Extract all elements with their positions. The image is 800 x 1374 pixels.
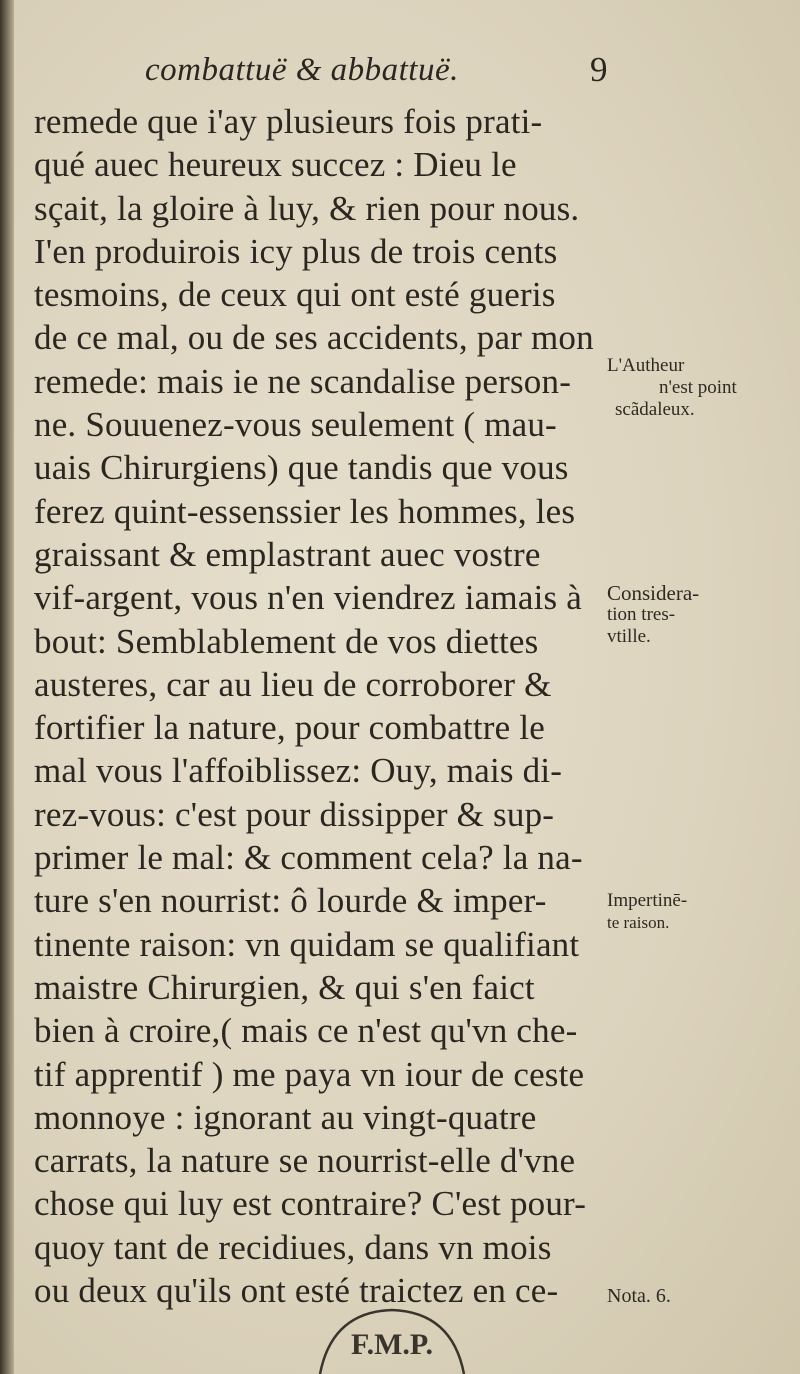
running-title: combattuë & abbattuë.: [145, 52, 459, 88]
margin-note-line: n'est point: [659, 377, 737, 398]
stamp-text: F.M.P.: [351, 1328, 433, 1361]
text-line: remede que i'ay plusieurs fois prati-: [34, 102, 543, 141]
body-text: [34, 100, 609, 1312]
margin-note-line: te raison.: [607, 913, 670, 932]
text-line: chose qui luy est contraire? C'est pour-: [34, 1184, 587, 1224]
margin-note: [607, 890, 687, 934]
text-line: ture s'en nourrist: ô lourde & imper-: [34, 881, 547, 921]
text-line: bien à croire,( mais ce n'est qu'vn che-: [34, 1011, 578, 1051]
margin-note-line: tion tres-: [607, 604, 676, 625]
text-line: primer le mal: & comment cela? la na-: [34, 838, 583, 878]
text-line: austeres, car au lieu de corroborer &: [34, 664, 552, 704]
text-line: ou deux qu'ils ont esté traictez en ce-: [34, 1271, 559, 1311]
text-line: uais Chirurgiens) que tandis que vous: [34, 448, 569, 488]
margin-note-line: Nota. 6.: [607, 1285, 671, 1307]
text-line: ne. Souuenez-vous seulement ( mau-: [34, 405, 557, 445]
text-line: monnoye : ignorant au vingt-quatre: [34, 1097, 537, 1137]
library-stamp: [312, 1302, 472, 1374]
margin-note-line: Impertinē-: [607, 890, 688, 911]
page-gutter-shadow: [0, 0, 14, 1374]
margin-note: [607, 582, 699, 648]
text-line: rez-vous: c'est pour dissipper & sup-: [34, 794, 555, 834]
text-line: tesmoins, de ceux qui ont esté gueris: [34, 275, 556, 315]
text-line: ferez quint-essenssier les hommes, les: [34, 491, 576, 531]
text-line: remede: mais ie ne scandalise person-: [34, 361, 572, 401]
margin-note-line: scãdaleux.: [615, 399, 695, 420]
text-line: de ce mal, ou de ses accidents, par mon: [34, 318, 594, 358]
margin-note: [607, 355, 737, 421]
text-line: tinente raison: vn quidam se qualifiant: [34, 924, 580, 964]
text-line: carrats, la nature se nourrist-elle d'vne: [34, 1141, 576, 1181]
text-line: I'en produirois icy plus de trois cents: [34, 231, 558, 271]
text-line: fortifier la nature, pour combattre le: [34, 708, 545, 748]
text-line: graissant & emplastrant auec vostre: [34, 534, 541, 574]
margin-note-line: Considera-: [607, 581, 700, 605]
margin-note: [607, 1285, 671, 1307]
text-line: sçait, la gloire à luy, & rien pour nous.: [34, 188, 580, 228]
text-line: mal vous l'affoiblissez: Ouy, mais di-: [34, 751, 563, 791]
margin-note-line: L'Autheur: [607, 355, 685, 376]
text-line: vif-argent, vous n'en viendrez iamais à: [34, 578, 582, 618]
page-number: 9: [590, 50, 608, 89]
text-line: qué auec heureux succez : Dieu le: [34, 145, 517, 185]
text-line: maistre Chirurgien, & qui s'en faict: [34, 967, 535, 1007]
text-line: quoy tant de recidiues, dans vn mois: [34, 1227, 552, 1267]
stamp-graphic: [312, 1302, 472, 1374]
text-line: tif apprentif ) me paya vn iour de ceste: [34, 1054, 585, 1094]
margin-note-line: vtille.: [607, 626, 651, 647]
text-line: bout: Semblablement de vos diettes: [34, 621, 539, 661]
page-header: [145, 52, 615, 96]
